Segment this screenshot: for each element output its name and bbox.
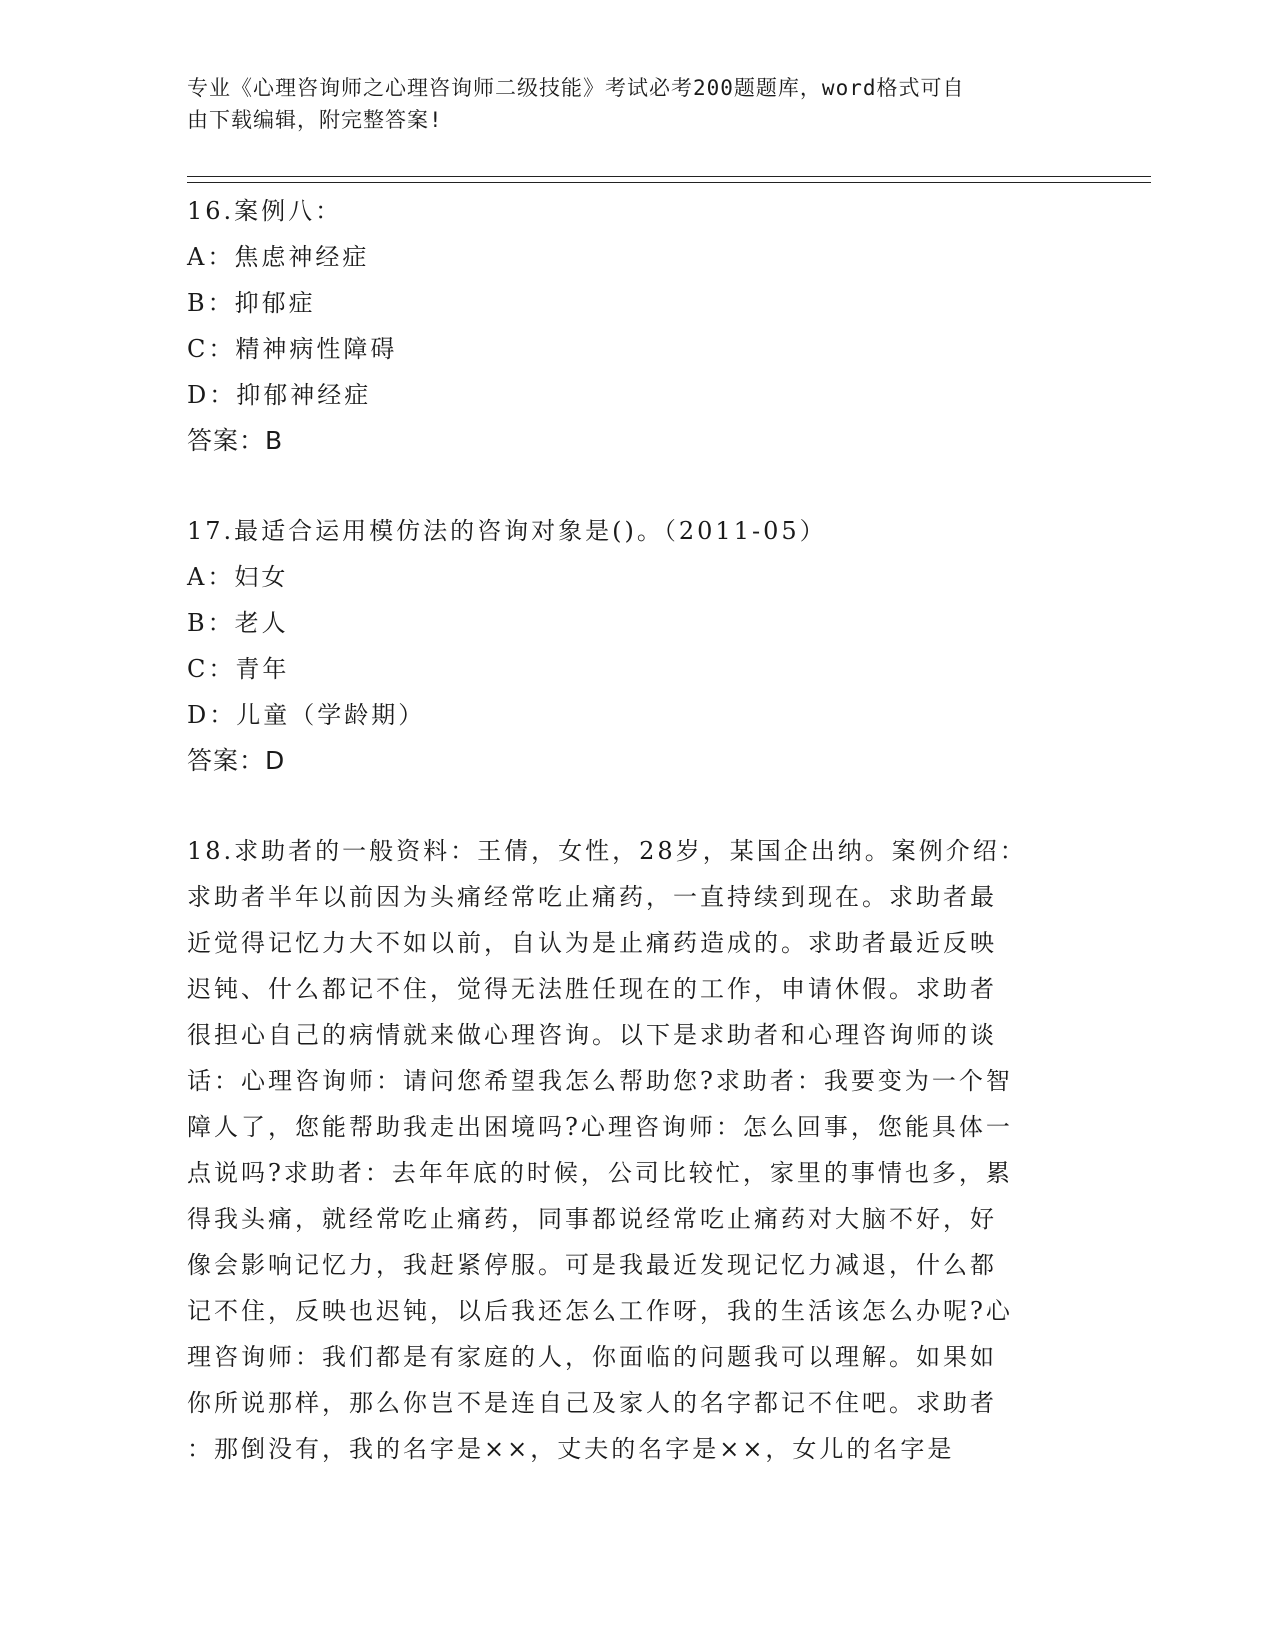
option-b: B：老人 xyxy=(187,609,289,637)
paragraph-line: ：那倒没有，我的名字是××，丈夫的名字是××，女儿的名字是 xyxy=(187,1435,955,1463)
paragraph-line: 求助者半年以前因为头痛经常吃止痛药，一直持续到现在。求助者最 xyxy=(187,883,997,911)
header-line-1: 专业《心理咨询师之心理咨询师二级技能》考试必考200题题库，word格式可自 xyxy=(187,76,965,100)
paragraph-line: 很担心自己的病情就来做心理咨询。以下是求助者和心理咨询师的谈 xyxy=(187,1021,997,1049)
option-b: B：抑郁症 xyxy=(187,289,316,317)
spacer xyxy=(187,784,1087,828)
header-line-2: 由下载编辑，附完整答案! xyxy=(187,108,443,132)
paragraph-line: 点说吗?求助者：去年年底的时候，公司比较忙，家里的事情也多，累 xyxy=(187,1159,1013,1187)
paragraph-line: 得我头痛，就经常吃止痛药，同事都说经常吃止痛药对大脑不好，好 xyxy=(187,1205,997,1233)
option-d: D：儿童（学龄期） xyxy=(187,701,426,729)
header-divider-top xyxy=(187,176,1151,177)
question-18 xyxy=(187,828,1087,1472)
option-d: D：抑郁神经症 xyxy=(187,381,372,409)
paragraph-line: 像会影响记忆力，我赶紧停服。可是我最近发现记忆力减退，什么都 xyxy=(187,1251,997,1279)
paragraph-line: 理咨询师：我们都是有家庭的人，你面临的问题我可以理解。如果如 xyxy=(187,1343,997,1371)
paragraph-line: 18.求助者的一般资料：王倩，女性，28岁，某国企出纳。案例介绍： xyxy=(187,837,1027,865)
paragraph-line: 近觉得记忆力大不如以前，自认为是止痛药造成的。求助者最近反映 xyxy=(187,929,997,957)
question-16 xyxy=(187,188,1087,464)
question-stem: 17.最适合运用模仿法的咨询对象是()。（2011-05） xyxy=(187,517,827,545)
document-body xyxy=(187,188,1087,1472)
question-17 xyxy=(187,508,1087,784)
spacer xyxy=(187,464,1087,508)
answer-line: 答案：D xyxy=(187,746,286,775)
paragraph-line: 话：心理咨询师：请问您希望我怎么帮助您?求助者：我要变为一个智 xyxy=(187,1067,1013,1095)
paragraph-line: 迟钝、什么都记不住，觉得无法胜任现在的工作，申请休假。求助者 xyxy=(187,975,997,1003)
paragraph-line: 你所说那样，那么你岂不是连自己及家人的名字都记不住吧。求助者 xyxy=(187,1389,997,1417)
paragraph-line: 记不住，反映也迟钝，以后我还怎么工作呀，我的生活该怎么办呢?心 xyxy=(187,1297,1013,1325)
paragraph-line: 障人了，您能帮助我走出困境吗?心理咨询师：怎么回事，您能具体一 xyxy=(187,1113,1013,1141)
option-c: C：青年 xyxy=(187,655,290,683)
question-stem: 16.案例八： xyxy=(187,197,343,225)
option-c: C：精神病性障碍 xyxy=(187,335,398,363)
option-a: A：妇女 xyxy=(187,563,289,591)
option-a: A：焦虑神经症 xyxy=(187,243,370,271)
header-divider-bottom xyxy=(187,182,1151,183)
answer-line: 答案：B xyxy=(187,426,284,455)
document-header xyxy=(187,72,1067,136)
